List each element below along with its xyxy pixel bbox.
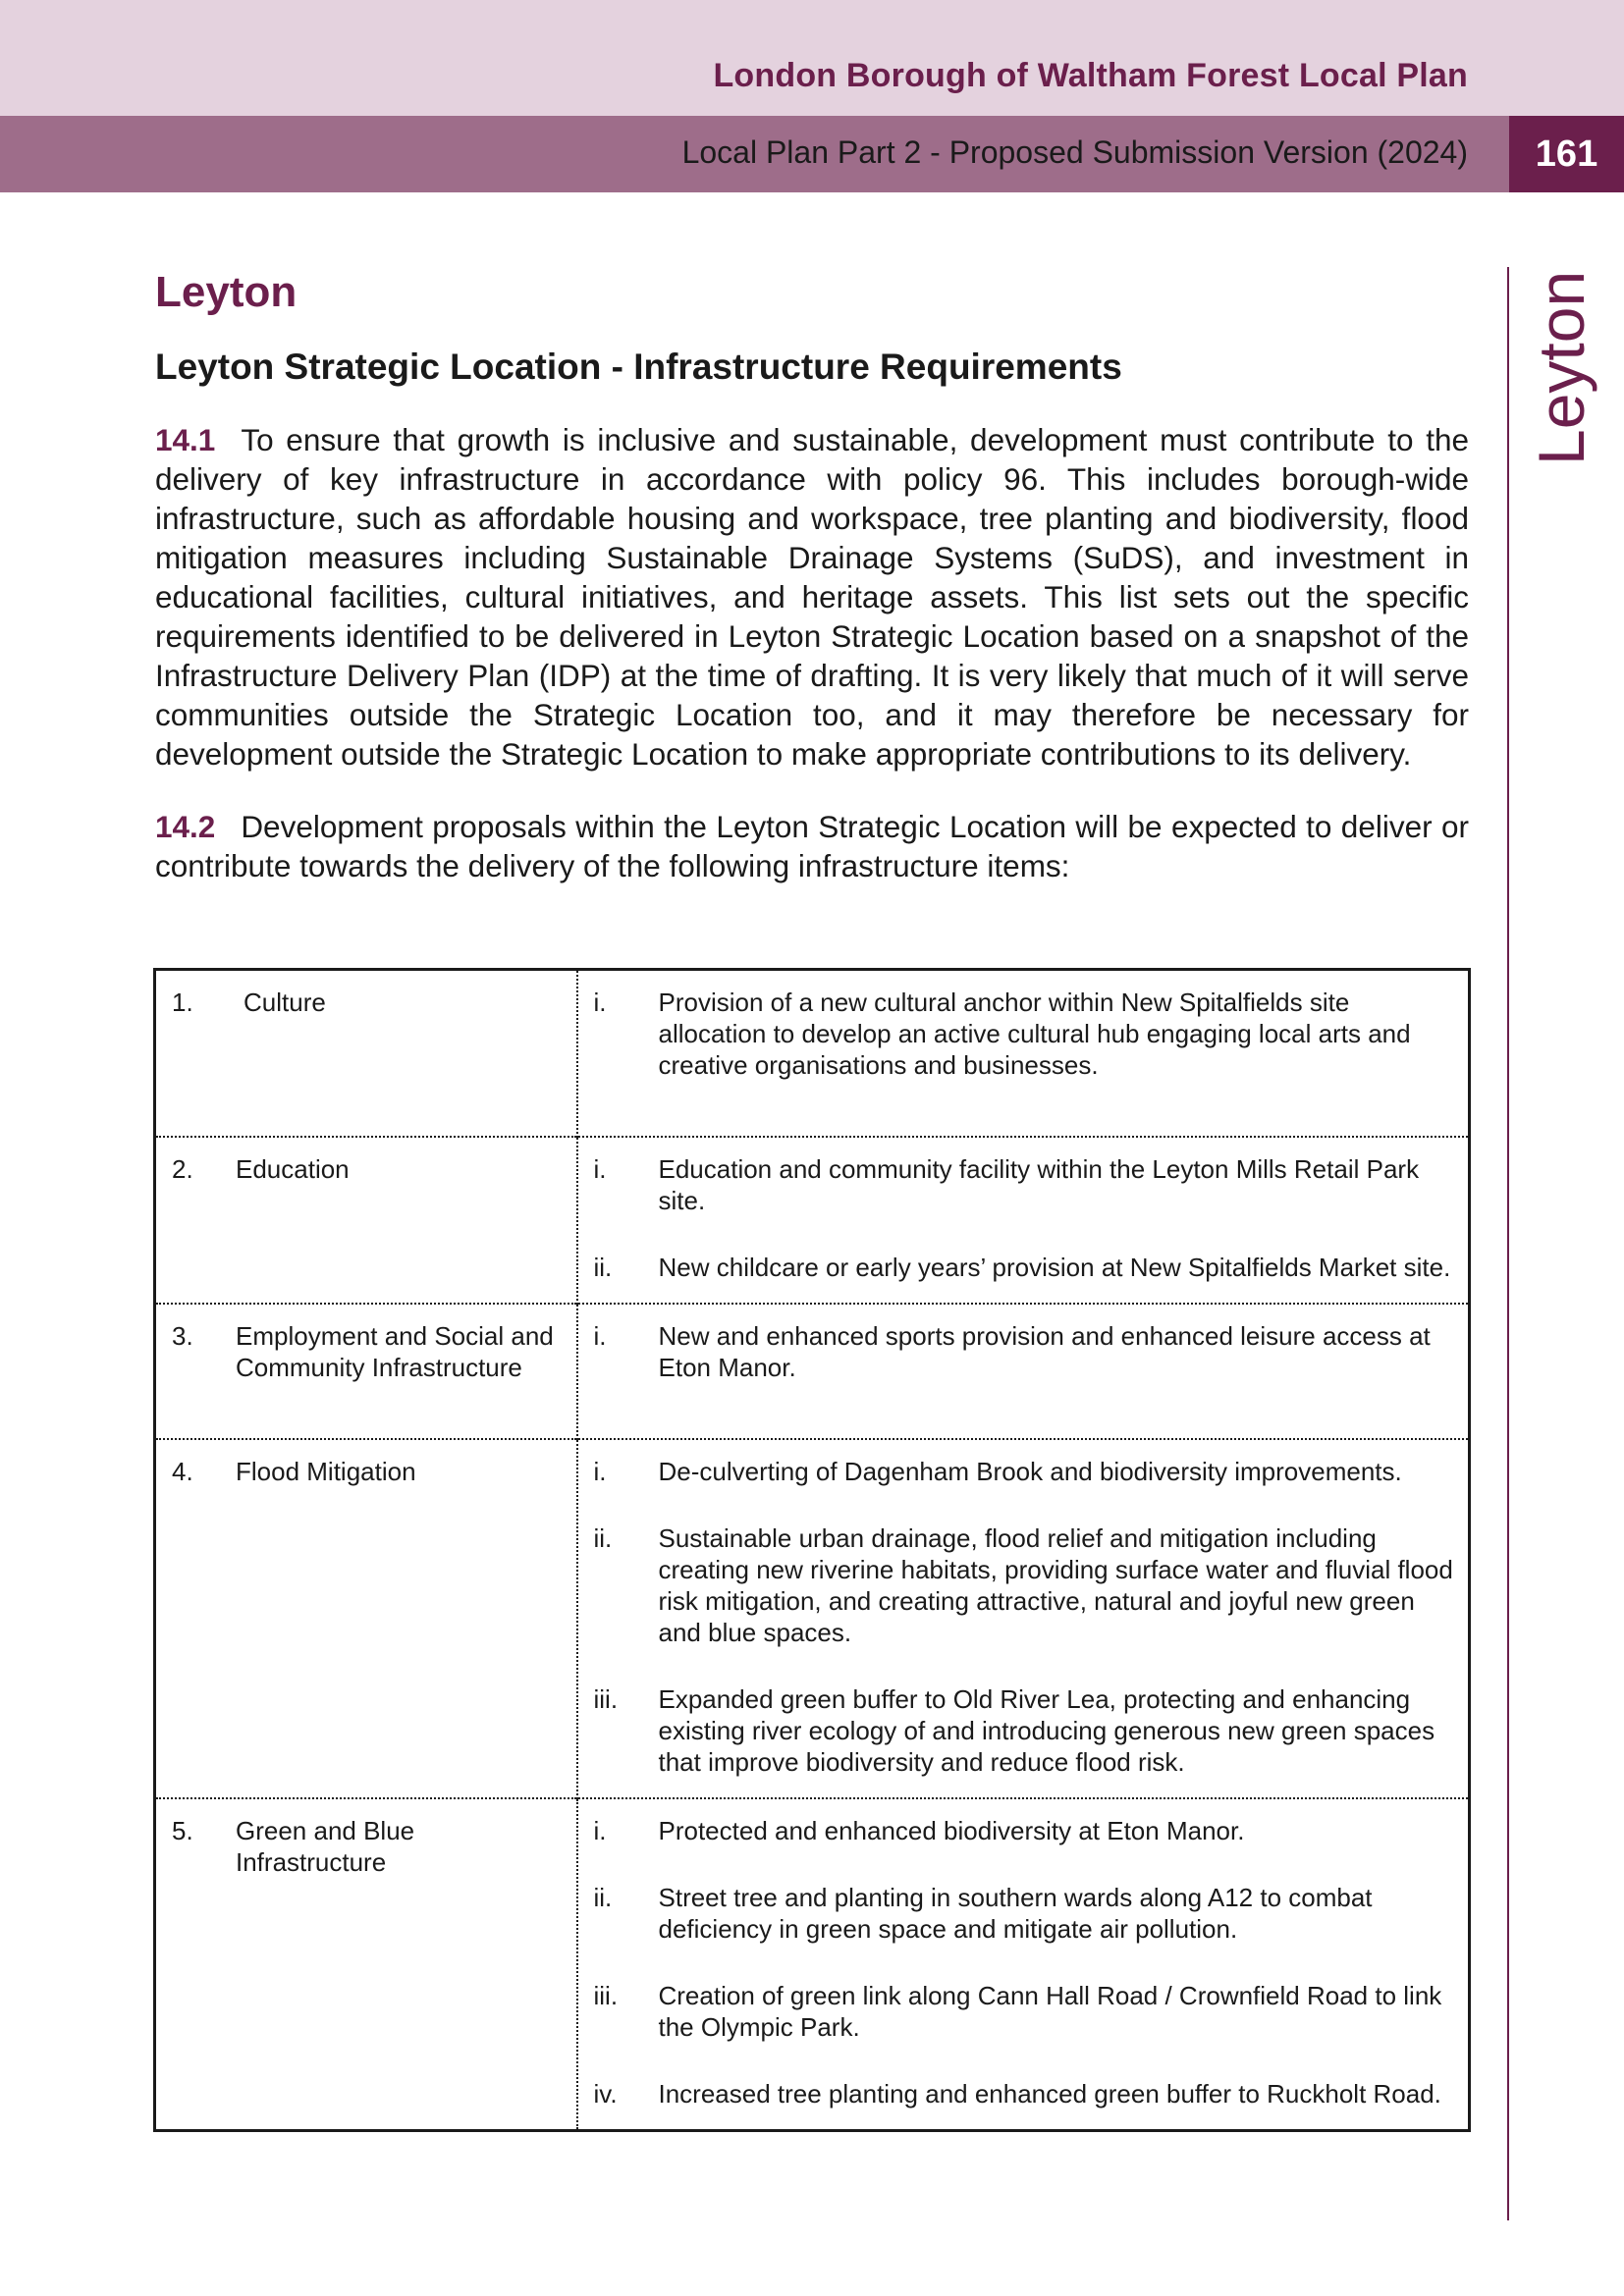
list-item (594, 1882, 1457, 1945)
subsection-title: Leyton Strategic Location - Infrastructure Requirements (155, 347, 1122, 387)
paragraph-14-1 (155, 420, 1469, 774)
infrastructure-requirements-table (153, 968, 1471, 2132)
item-numeral: iii. (593, 1981, 619, 2010)
items-cell (577, 970, 1470, 1138)
item-text: Provision of a new cultural anchor within New Spitalfields site allocation to develop an active cultural hub engaging local arts and creative organisations and businesses. (658, 988, 1411, 1080)
category-cell (155, 970, 577, 1138)
paragraph-14-2 (155, 807, 1469, 885)
page-number: 161 (1509, 116, 1624, 192)
item-text: Expanded green buffer to Old River Lea, protecting and enhancing existing river ecology of and introducing generous new green spaces that improve biodiversity and reduce flood risk. (658, 1684, 1435, 1777)
category-label: Flood Mitigation (236, 1457, 416, 1486)
item-numeral: i. (593, 1154, 607, 1184)
items-cell (577, 1439, 1470, 1798)
item-text: Increased tree planting and enhanced green buffer to Ruckholt Road. (658, 2079, 1441, 2109)
item-text: Street tree and planting in southern wards along A12 to combat deficiency in green space and mitigate air pollution. (658, 1883, 1373, 1944)
item-text: New and enhanced sports provision and enhanced leisure access at Eton Manor. (658, 1321, 1431, 1382)
paragraph-number: 14.2 (155, 809, 216, 844)
item-text: New childcare or early years’ provision at New Spitalfields Market site. (658, 1253, 1451, 1282)
category-label: Education (236, 1154, 350, 1184)
item-text: Creation of green link along Cann Hall Road / Crownfield Road to link the Olympic Park. (658, 1981, 1442, 2042)
document-subtitle: Local Plan Part 2 - Proposed Submission Version (2024) (681, 134, 1468, 170)
table-row (155, 1137, 1470, 1304)
table-row (155, 1304, 1470, 1439)
side-divider-rule (1507, 267, 1509, 2220)
paragraph-text: Development proposals within the Leyton Strategic Location will be expected to deliver or contribute towards the delivery of the following infrastructure items: (155, 809, 1469, 883)
category-cell (155, 1137, 577, 1304)
table-row (155, 1798, 1470, 2131)
list-item (594, 1320, 1457, 1383)
item-numeral: ii. (593, 1883, 613, 1912)
paragraph-text: To ensure that growth is inclusive and sustainable, development must contribute to the delivery of key infrastructure in accordance with policy 96. This includes borough-wide infrastructure, such as affordable housing and workspace, tree planting and biodiversity, flood mitigation measures including Sustainable Drainage Systems (SuDS), and investment in educational facilities, cultural initiatives, and heritage assets. This list sets out the specific requirements identified to be delivered in Leyton Strategic Location based on a snapshot of the Infrastructure Delivery Plan (IDP) at the time of drafting. It is very likely that much of it will serve communities outside the Strategic Location too, and it may therefore be necessary for development outside the Strategic Location to make appropriate contributions to its delivery. (155, 422, 1469, 772)
category-number: 1. (172, 988, 193, 1017)
category-number: 3. (172, 1321, 193, 1351)
category-label: Green and Blue Infrastructure (236, 1816, 415, 1877)
item-numeral: i. (593, 1816, 607, 1845)
item-numeral: ii. (593, 1253, 613, 1282)
list-item (594, 1815, 1457, 1846)
document-title: London Borough of Waltham Forest Local Plan (713, 57, 1468, 94)
table-row (155, 1439, 1470, 1798)
list-item (594, 1456, 1457, 1487)
item-text: Sustainable urban drainage, flood relief and mitigation including creating new riverine habitats, providing surface water and fluvial flood risk mitigation, and creating attractive, natural and joyful new green and blue spaces. (658, 1523, 1453, 1647)
category-number: 5. (172, 1816, 193, 1845)
item-numeral: i. (593, 1321, 607, 1351)
list-item (594, 1153, 1457, 1216)
item-numeral: iii. (593, 1684, 619, 1714)
paragraph-number: 14.1 (155, 422, 216, 457)
items-cell (577, 1304, 1470, 1439)
item-text: Education and community facility within the Leyton Mills Retail Park site. (658, 1154, 1420, 1215)
side-section-tab: Leyton (1525, 270, 1597, 465)
list-item (594, 1522, 1457, 1648)
category-label: Culture (244, 988, 326, 1017)
list-item (594, 987, 1457, 1081)
category-cell (155, 1798, 577, 2131)
list-item (594, 2078, 1457, 2109)
category-cell (155, 1439, 577, 1798)
item-text: Protected and enhanced biodiversity at Eton Manor. (658, 1816, 1245, 1845)
category-number: 2. (172, 1154, 193, 1184)
item-numeral: iv. (593, 2079, 618, 2109)
item-numeral: ii. (593, 1523, 613, 1553)
item-numeral: i. (593, 988, 607, 1017)
list-item (594, 1683, 1457, 1778)
list-item (594, 1252, 1457, 1283)
main-content (155, 265, 1469, 885)
item-numeral: i. (593, 1457, 607, 1486)
table-row (155, 970, 1470, 1138)
item-text: De-culverting of Dagenham Brook and biodiversity improvements. (658, 1457, 1402, 1486)
items-cell (577, 1137, 1470, 1304)
category-cell (155, 1304, 577, 1439)
list-item (594, 1980, 1457, 2043)
category-number: 4. (172, 1457, 193, 1486)
category-label: Employment and Social and Community Infrastructure (236, 1321, 554, 1382)
items-cell (577, 1798, 1470, 2131)
section-title: Leyton (155, 268, 298, 316)
